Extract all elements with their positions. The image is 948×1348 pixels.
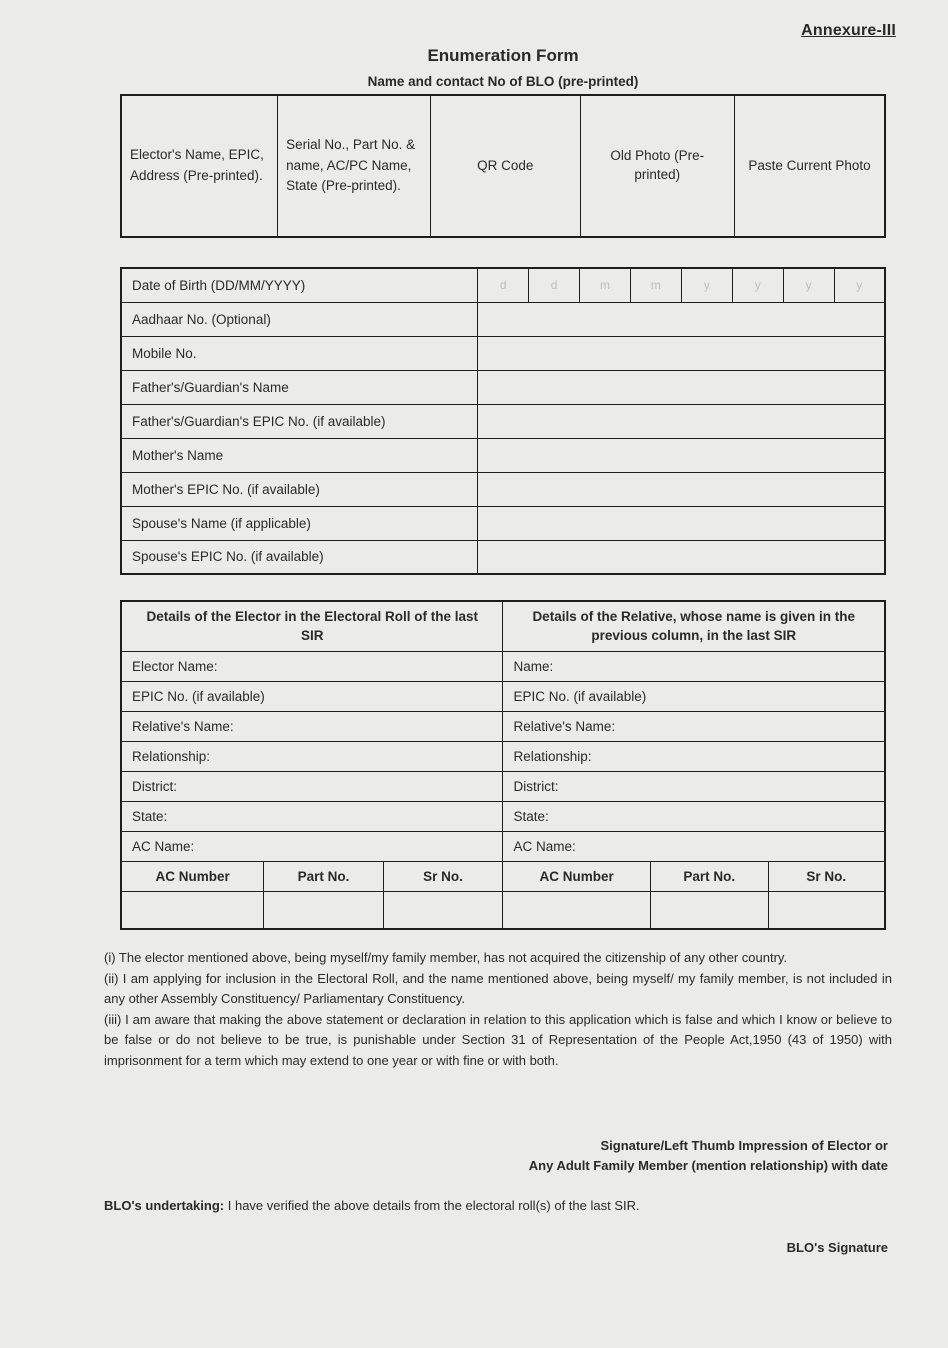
declaration-item-2: (ii) I am applying for inclusion in the Electoral Roll, and the name mentioned above, being myself/ my family member, is not included in any other Assembly Constituency/ Parliamentary Constituency.	[104, 970, 892, 1006]
relative-ac-number-input-cell[interactable]	[503, 891, 650, 929]
relative-last-sir-header: Details of the Relative, whose name is given in the previous column, in the last SIR	[503, 601, 885, 651]
declaration-item-1: (i) The elector mentioned above, being myself/my family member, has not acquired the citizenship of any other country.	[104, 950, 788, 965]
elector-district-field[interactable]: District:	[121, 771, 503, 801]
relative-ac-name-field[interactable]: AC Name:	[503, 831, 885, 861]
elector-signature-line1: Signature/Left Thumb Impression of Elector or	[600, 1138, 888, 1153]
old-photo-cell: Old Photo (Pre-printed)	[580, 95, 734, 237]
row-father-name	[121, 370, 885, 404]
row-mobile	[121, 336, 885, 370]
elector-epic-field[interactable]: EPIC No. (if available)	[121, 681, 503, 711]
row-mother-name	[121, 438, 885, 472]
relative-state-field[interactable]: State:	[503, 801, 885, 831]
dob-month1-input[interactable]: m	[580, 268, 631, 302]
elector-relationship-field[interactable]: Relationship:	[121, 741, 503, 771]
row-date-of-birth	[121, 268, 885, 302]
dob-day1-input[interactable]: d	[478, 268, 529, 302]
mobile-input-cell[interactable]	[478, 336, 885, 370]
elector-sr-no-header: Sr No.	[383, 861, 503, 891]
blo-undertaking	[104, 1198, 892, 1213]
elector-details-table	[120, 267, 886, 575]
blo-undertaking-label: BLO's undertaking:	[104, 1198, 225, 1213]
mobile-label: Mobile No.	[121, 336, 478, 370]
dob-year1-input[interactable]: y	[681, 268, 732, 302]
father-name-label: Father's/Guardian's Name	[121, 370, 478, 404]
elector-ac-name-field[interactable]: AC Name:	[121, 831, 503, 861]
elector-last-sir-header: Details of the Elector in the Electoral Roll of the last SIR	[121, 601, 503, 651]
dob-month2-input[interactable]: m	[630, 268, 681, 302]
dob-year4-input[interactable]: y	[834, 268, 885, 302]
row-spouse-epic	[121, 540, 885, 574]
relative-relationship-field[interactable]: Relationship:	[503, 741, 885, 771]
spouse-name-label: Spouse's Name (if applicable)	[121, 506, 478, 540]
elector-signature-caption	[104, 1136, 888, 1176]
relative-epic-field[interactable]: EPIC No. (if available)	[503, 681, 885, 711]
qr-code-cell: QR Code	[430, 95, 580, 237]
relative-district-field[interactable]: District:	[503, 771, 885, 801]
father-epic-input-cell[interactable]	[478, 404, 885, 438]
relative-part-no-header: Part No.	[650, 861, 768, 891]
mother-epic-input-cell[interactable]	[478, 472, 885, 506]
elector-part-no-header: Part No.	[264, 861, 383, 891]
relative-name-field[interactable]: Name:	[503, 651, 885, 681]
paste-current-photo-cell[interactable]: Paste Current Photo	[734, 95, 885, 237]
row-spouse-name	[121, 506, 885, 540]
dob-day2-input[interactable]: d	[529, 268, 580, 302]
relative-sr-no-header: Sr No.	[768, 861, 885, 891]
preprinted-header-table	[120, 94, 886, 238]
elector-signature-line2: Any Adult Family Member (mention relationship) with date	[528, 1158, 888, 1173]
serial-part-ac-pc-cell: Serial No., Part No. & name, AC/PC Name, State (Pre-printed).	[278, 95, 431, 237]
elector-ac-number-header: AC Number	[121, 861, 264, 891]
father-epic-label: Father's/Guardian's EPIC No. (if available)	[121, 404, 478, 438]
aadhaar-input-cell[interactable]	[478, 302, 885, 336]
elector-name-epic-address-cell: Elector's Name, EPIC, Address (Pre-printed).	[121, 95, 278, 237]
blo-signature-caption: BLO's Signature	[786, 1240, 888, 1255]
elector-state-field[interactable]: State:	[121, 801, 503, 831]
dob-year2-input[interactable]: y	[732, 268, 783, 302]
elector-ac-number-input-cell[interactable]	[121, 891, 264, 929]
relative-ac-number-header: AC Number	[503, 861, 650, 891]
relative-part-no-input-cell[interactable]	[650, 891, 768, 929]
aadhaar-label: Aadhaar No. (Optional)	[121, 302, 478, 336]
mother-epic-label: Mother's EPIC No. (if available)	[121, 472, 478, 506]
elector-name-field[interactable]: Elector Name:	[121, 651, 503, 681]
mother-name-label: Mother's Name	[121, 438, 478, 472]
declaration-item-3: (iii) I am aware that making the above statement or declaration in relation to this application which is false and which I know or believe to be false or do not believe to be true, is punishable under Section 31 of Representation of the People Act,1950 (43 of 1950) with imprisonment for a term which may extend to one year or with fine or with both.	[104, 1011, 892, 1068]
blo-undertaking-text: I have verified the above details from the electoral roll(s) of the last SIR.	[227, 1198, 640, 1213]
row-mother-epic	[121, 472, 885, 506]
elector-sr-no-input-cell[interactable]	[383, 891, 503, 929]
mother-name-input-cell[interactable]	[478, 438, 885, 472]
declaration-block	[104, 948, 892, 1071]
row-father-epic	[121, 404, 885, 438]
father-name-input-cell[interactable]	[478, 370, 885, 404]
spouse-epic-label: Spouse's EPIC No. (if available)	[121, 540, 478, 574]
spouse-name-input-cell[interactable]	[478, 506, 885, 540]
page-title: Enumeration Form	[427, 46, 579, 65]
last-sir-table	[120, 600, 886, 930]
elector-part-no-input-cell[interactable]	[264, 891, 383, 929]
annexure-label: Annexure-III	[801, 22, 896, 39]
relative-sr-no-input-cell[interactable]	[768, 891, 885, 929]
relative-relatives-name-field[interactable]: Relative's Name:	[503, 711, 885, 741]
dob-label: Date of Birth (DD/MM/YYYY)	[121, 268, 478, 302]
spouse-epic-input-cell[interactable]	[478, 540, 885, 574]
dob-year3-input[interactable]: y	[783, 268, 834, 302]
elector-relatives-name-field[interactable]: Relative's Name:	[121, 711, 503, 741]
blo-preprinted-caption: Name and contact No of BLO (pre-printed)	[367, 74, 639, 89]
row-aadhaar	[121, 302, 885, 336]
